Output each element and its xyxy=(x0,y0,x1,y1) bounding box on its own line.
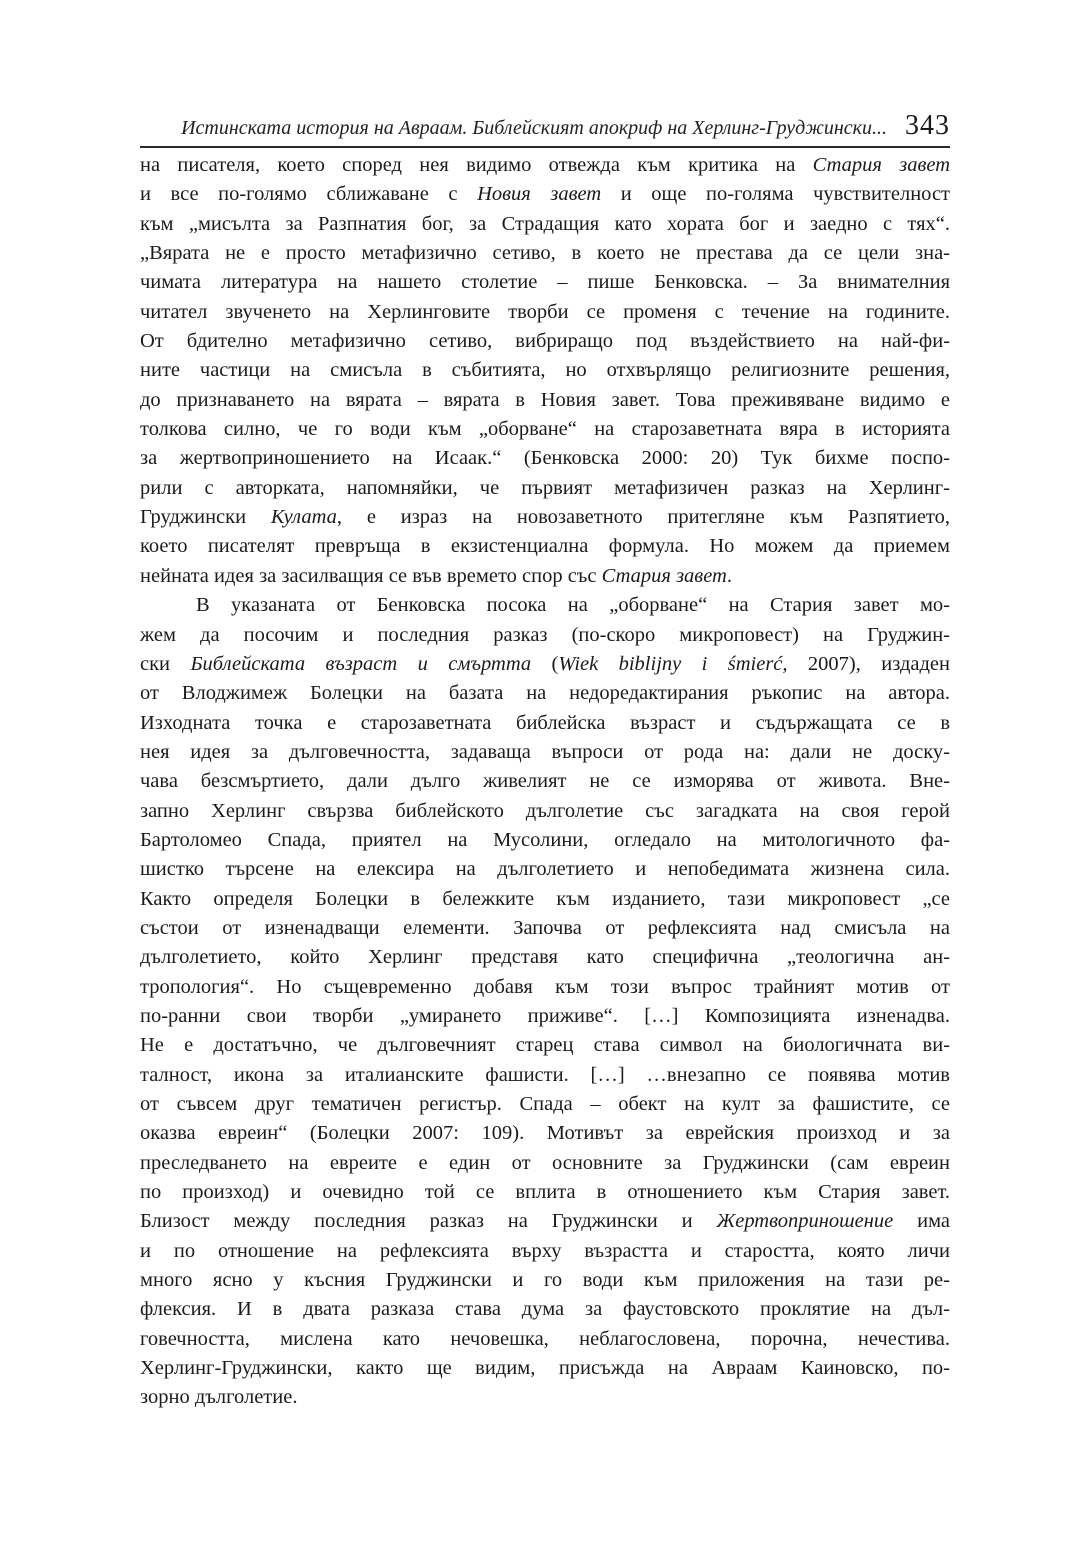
text-run: до признаването на вярата – вярата в Новия завет. Това преживяване видимо е xyxy=(140,388,950,411)
text-run: зорно дълголетие. xyxy=(140,1386,298,1409)
text-run: От бдително метафизично сетиво, вибриращо под въздействието на най-фи- xyxy=(140,330,950,353)
text-run: към „мисълта за Разпнатия бог, за Страдащия като хората бог и заедно с тях“. xyxy=(140,212,950,235)
text-line xyxy=(140,1354,950,1383)
text-run: нея идея за дълговечността, задаваща въпроси от рода на: дали не доску- xyxy=(140,740,950,763)
text-run: Не е достатъчно, че дълговечният старец става символ на биологичната ви- xyxy=(140,1034,950,1057)
text-run: има xyxy=(893,1210,950,1233)
text-line xyxy=(140,268,950,297)
text-run: и още по-голяма чувствителност xyxy=(601,183,950,206)
text-run: жем да посочим и последния разказ (по-скоро микроповест) на Груджин- xyxy=(140,623,950,646)
text-line xyxy=(140,826,950,855)
text-run: преследването на евреите е един от основните за Груджински (сам евреин xyxy=(140,1151,950,1174)
italic-text: Стария завет xyxy=(601,564,727,587)
text-line xyxy=(140,1237,950,1266)
text-run: флексия. И в двата разказа става дума за фаустовското проклятие на дъл- xyxy=(140,1298,950,1321)
text-line xyxy=(140,151,950,180)
text-line xyxy=(140,591,950,620)
text-run: Херлинг-Груджински, както ще видим, присъжда на Авраам Каиновско, по- xyxy=(140,1357,950,1380)
text-line xyxy=(140,679,950,708)
text-line xyxy=(140,885,950,914)
text-run: толкова силно, че го води към „оборване“ на старозаветната вяра в историята xyxy=(140,418,950,441)
text-run: „Вярата не е просто метафизично сетиво, в което не престава да се цели зна- xyxy=(140,242,950,265)
text-run: читател звученето на Херлинговите творби се променя с течение на годините. xyxy=(140,300,950,323)
text-line xyxy=(140,1002,950,1031)
text-run: тропология“. Но същевременно добавя към този въпрос трайният мотив от xyxy=(140,975,950,998)
text-run: чимата литература на нашето столетие – пише Бенковска. – За внимателния xyxy=(140,271,950,294)
text-line xyxy=(140,738,950,767)
text-line xyxy=(140,1031,950,1060)
italic-text: Кулата xyxy=(270,506,337,529)
text-line xyxy=(140,356,950,385)
text-line xyxy=(140,1061,950,1090)
text-run: по-ранни свои творби „умирането приживе“. […] Композицията изненадва. xyxy=(140,1004,950,1027)
text-run: . xyxy=(726,564,732,587)
text-run: нейната идея за засилващия се във времето спор със xyxy=(140,564,602,587)
paragraph xyxy=(140,591,950,1413)
text-run: ните частици на смисъла в събитията, но отхвърлящо религиозните решения, xyxy=(140,359,950,382)
text-run: от съвсем друг тематичен регистър. Спада – обект на култ за фашистите, се xyxy=(140,1093,950,1115)
text-run: Бартоломео Спада, приятел на Мусолини, огледало на митологичното фа- xyxy=(140,828,950,851)
text-run: ( xyxy=(531,652,559,675)
italic-text: Новия завет xyxy=(477,183,602,206)
text-line xyxy=(140,914,950,943)
text-line xyxy=(140,415,950,444)
text-line xyxy=(140,1207,950,1236)
text-run: на писателя, което според нея видимо отвежда към критика на xyxy=(140,154,813,176)
text-line xyxy=(140,650,950,679)
text-line xyxy=(140,239,950,268)
text-run: Близост между последния разказ на Груджински и xyxy=(140,1210,717,1233)
text-line xyxy=(140,1325,950,1354)
italic-text: Стария завет xyxy=(812,154,951,176)
text-line xyxy=(140,1119,950,1148)
text-run: което писателят превръща в екзистенциална формула. Но можем да приемем xyxy=(140,535,950,558)
text-line xyxy=(140,973,950,1002)
text-run: В указаната от Бенковска посока на „оборване“ на Стария завет мо- xyxy=(196,594,950,617)
text-line xyxy=(140,855,950,884)
text-line xyxy=(140,1383,950,1412)
text-run: говечността, мислена като нечовешка, неблагословена, порочна, нечестива. xyxy=(140,1327,950,1350)
italic-text: Библейската възраст и смъртта xyxy=(190,652,532,675)
text-line xyxy=(140,1295,950,1324)
text-run: ски xyxy=(140,652,191,675)
italic-text: Wiek biblijny i śmierć, xyxy=(558,652,788,675)
text-line xyxy=(140,474,950,503)
text-line xyxy=(140,180,950,209)
text-line xyxy=(140,797,950,826)
text-run: по произход) и очевидно той се вплита в отношението към Стария завет. xyxy=(140,1181,950,1204)
text-line xyxy=(140,444,950,473)
italic-text: Жертвоприношение xyxy=(716,1210,894,1233)
text-line xyxy=(140,503,950,532)
text-line xyxy=(140,298,950,327)
text-run: и все по-голямо сближаване с xyxy=(140,183,478,206)
text-line xyxy=(140,1266,950,1295)
header-rule xyxy=(140,146,950,148)
text-line xyxy=(140,767,950,796)
text-line xyxy=(140,562,950,591)
text-run: талност, икона за италианските фашисти. […] …внезапно се появява мотив xyxy=(140,1063,950,1086)
text-run: дълголетието, който Херлинг представя като специфична „теологична ан- xyxy=(140,946,950,969)
text-run: и по отношение на рефлексията върху възрастта и старостта, която личи xyxy=(140,1239,950,1262)
text-run: шистко търсене на елексира на дълголетието и непобедимата жизнена сила. xyxy=(140,858,950,881)
text-run: рили с авторката, напомняйки, че първият метафизичен разказ на Херлинг- xyxy=(140,476,950,499)
page-header xyxy=(140,110,950,142)
text-line xyxy=(140,1149,950,1178)
text-line xyxy=(140,532,950,561)
text-line xyxy=(140,943,950,972)
page-number: 343 xyxy=(905,110,950,141)
running-title: Истинската история на Авраам. Библейският апокриф на Херлинг-Груджински... xyxy=(181,117,887,139)
text-run: Груджински xyxy=(140,506,271,529)
text-line xyxy=(140,709,950,738)
text-run: от Влоджимеж Болецки на базата на недоредактирания ръкопис на автора. xyxy=(140,682,950,705)
text-line xyxy=(140,210,950,239)
text-run: Както определя Болецки в бележките към изданието, тази микроповест „се xyxy=(140,887,950,910)
text-run: много ясно у късния Груджински и го води към приложения на тази ре- xyxy=(140,1269,950,1292)
text-run: оказва евреин“ (Болецки 2007: 109). Мотивът за еврейския произход и за xyxy=(140,1122,950,1145)
text-line xyxy=(140,621,950,650)
paragraph xyxy=(140,151,950,591)
text-line xyxy=(140,327,950,356)
text-run: състои от изненадващи елементи. Започва от рефлексията над смисъла на xyxy=(140,916,950,939)
text-run: , е израз на новозаветното притегляне към Разпятието, xyxy=(336,506,950,529)
text-run: чава безсмъртието, дали дълго живелият не се изморява от живота. Вне- xyxy=(140,770,950,793)
text-run: за жертвоприношението на Исаак.“ (Бенковска 2000: 20) Тук бихме поспо- xyxy=(140,447,950,470)
article-body xyxy=(140,151,950,1413)
text-line xyxy=(140,1090,950,1119)
text-run: Изходната точка е старозаветната библейска възраст и съдържащата се в xyxy=(140,711,950,734)
text-line xyxy=(140,386,950,415)
text-run: 2007), издаден xyxy=(787,652,950,675)
text-run: запно Херлинг свързва библейското дълголетие със загадката на своя герой xyxy=(140,799,950,822)
text-line xyxy=(140,1178,950,1207)
